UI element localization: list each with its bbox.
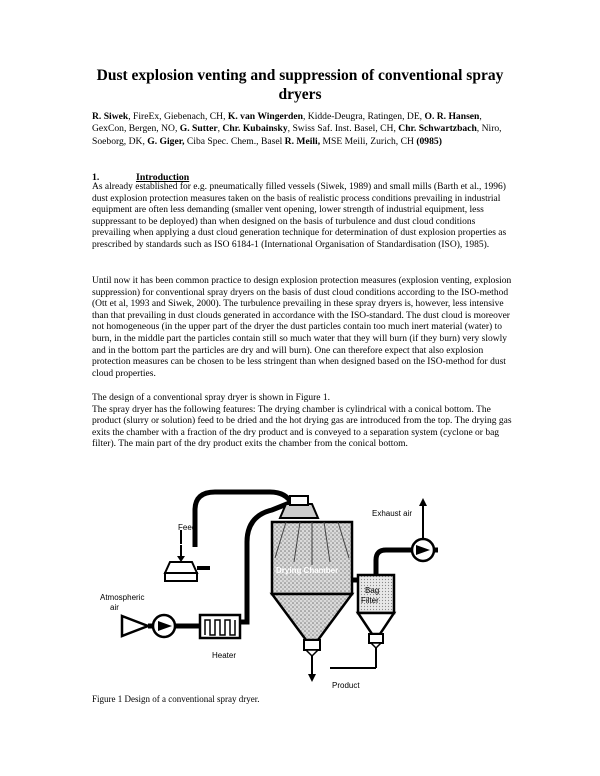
bag-filter-label-2: Filter: [361, 596, 379, 605]
bag-filter-label-1: Bag: [365, 586, 380, 595]
paragraph: Until now it has been common practice to design explosion protection measures (explosion venting, explosion suppression) for conventional spray dryers on the basis of dust cloud conditions according to the ISO-method (Ott et al, 1993 and Siwek, 2000). The turbulence prevailing in these spray dryers is, however, less intensive than that prevailing in dust clouds generated in accordance with the ISO-standard. The dust cloud is moreover not homogeneous (in the upper part of the dryer the dust particles contain too much inert material (water) to burn, in the middle part the particles contain still so much water that they will burn (if they burn) very slowly and in the bottom part the particles are dry and will burn). One can therefore expect that also explosion protection measures can be chosen to be less stringent than when designed based on the ISO-method for dust cloud properties.: [92, 276, 512, 379]
product-outlet: [308, 656, 316, 682]
author-affiliation: , FireEx, Giebenach, CH,: [128, 111, 228, 122]
author-affiliation: ,: [217, 123, 223, 135]
exhaust-air-label: Exhaust air: [372, 509, 413, 518]
heater-label: Heater: [212, 651, 237, 660]
author-name: O. R. Hansen: [424, 111, 480, 122]
drying-chamber: [272, 522, 352, 656]
paper-number: (0985): [416, 135, 442, 147]
author-list: [92, 111, 512, 148]
figure-caption: Figure 1 Design of a conventional spray dryer.: [92, 694, 260, 704]
author-name: Chr. Kubainsky: [222, 123, 288, 135]
feed-pump: [165, 530, 210, 581]
paragraph: The design of a conventional spray dryer is shown in Figure 1. The spray dryer has the following features: The drying chamber is cylindrical with a conical bottom. The product (slurry or solution) feed to be dried and the hot drying gas are introduced from the top. The drying gas exits the chamber with a fraction of the dry product and is conveyed to a separation system (cyclone or bag filter). The main part of the dry product exits the chamber from the conical bottom.: [92, 393, 512, 450]
author-affiliation: , Kidde-Deugra, Ratingen, DE,: [302, 111, 425, 122]
author-name: K. van Wingerden: [227, 111, 303, 122]
author-affiliation: Ciba Spec. Chem., Basel: [184, 135, 285, 147]
air-inlet: [122, 615, 200, 637]
atmospheric-air-label-1: Atmospheric: [100, 593, 145, 602]
author-name: G. Sutter: [179, 123, 218, 135]
paper-title: Dust explosion venting and suppression of conventional spray dryers: [96, 67, 504, 103]
spray-dryer-diagram: [0, 470, 600, 700]
section-number: 1.: [92, 172, 100, 183]
paragraph: As already established for e.g. pneumatically filled vessels (Siwek, 1989) and small mills (Barth et al., 1996) dust explosion protection measures taken on the basis of realistic process conditions prevailing in industrial equipment are often less demanding (smaller vent opening, lower strength of industrial equipment, less suppressant to be deployed) than when designed on the basis of turbulence and dust cloud conditions prevailing when applying a dust cloud generation technique for determination of dust explosion properties as prescribed by standards such as ISO 6184-1 (International Organisation of Standardisation (ISO), 1985).: [92, 182, 507, 250]
drying-chamber-label: Drying Chamber: [276, 566, 339, 575]
author-name: R. Meili,: [284, 135, 321, 147]
author-affiliation: , GexCon, Bergen, NO,: [92, 111, 482, 135]
diagram-canvas: [0, 470, 600, 700]
product-label: Product: [332, 681, 360, 690]
author-name: Chr. Schwartzbach: [398, 123, 477, 135]
author-affiliation: MSE Meili, Zurich, CH: [320, 135, 417, 147]
author-name: R. Siwek: [92, 111, 129, 122]
author-affiliation: , Niro, Soeborg, DK,: [92, 123, 502, 147]
heater: [200, 615, 240, 638]
feed-label: Feed: [178, 523, 197, 532]
section-title: Introduction: [136, 172, 190, 183]
atmospheric-air-label-2: air: [110, 603, 119, 612]
author-name: G. Giger,: [147, 135, 185, 147]
author-affiliation: , Swiss Saf. Inst. Basel, CH,: [287, 123, 399, 135]
